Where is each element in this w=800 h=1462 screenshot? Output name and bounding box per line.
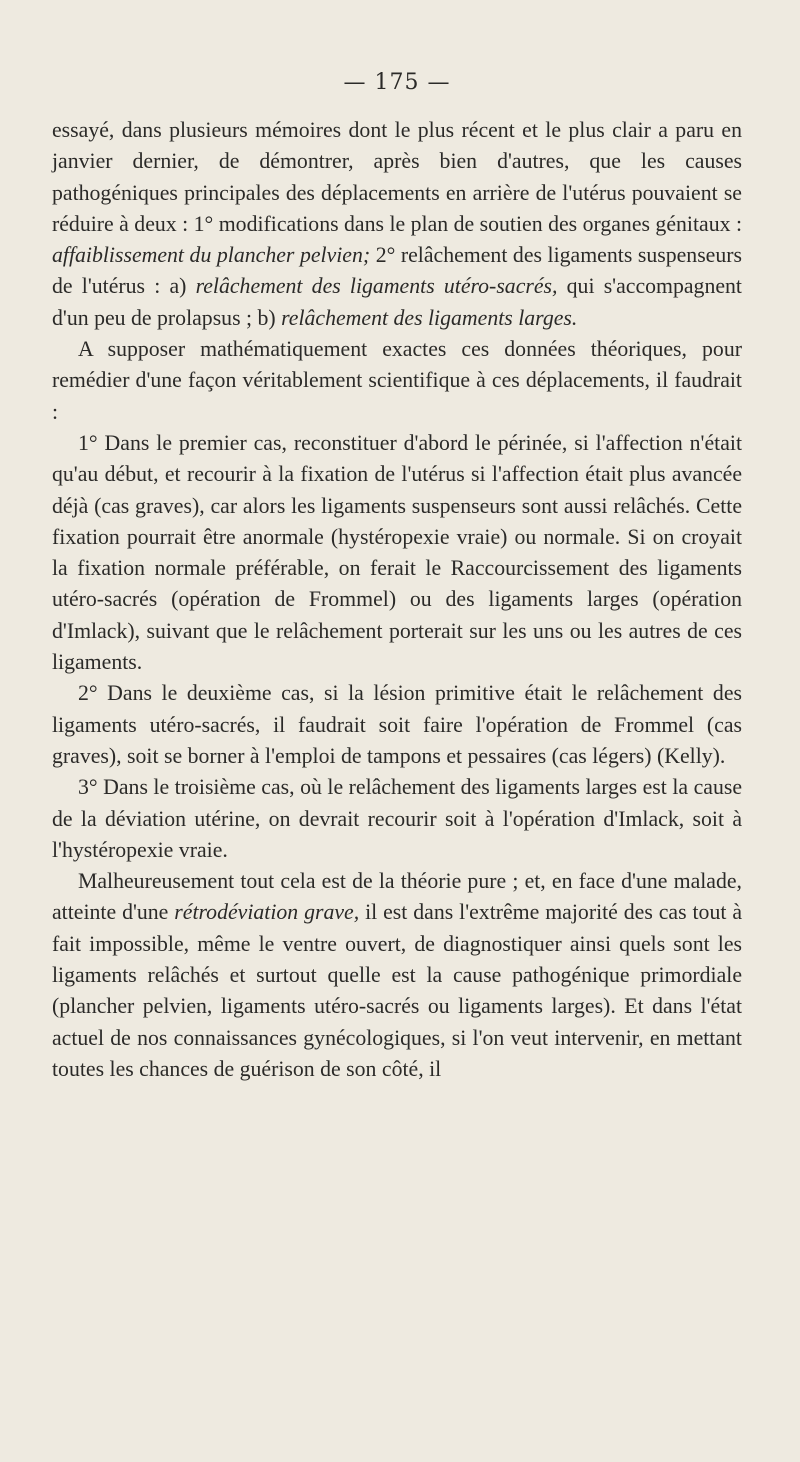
text-run: 3° Dans le troisième cas, où le relâchement des ligaments larges est la cause de la déviation utérine, on devrait recourir soit à l'opération d'Imlack, soit à l'hystéropexie vraie. [52,775,742,862]
paragraph [52,334,742,428]
text-run: 2° relâchement des ligaments suspenseurs de l'utérus : a) [52,243,742,299]
text-run: essayé, dans plusieurs mémoires dont le plus récent et le plus clair a paru en janvier dernier, de démontrer, après bien d'autres, que les causes pathogéniques principales des déplacements en arrière de l'utérus pouvaient se réduire à deux : 1° modifications dans le plan de soutien des organes génitaux : [52,118,742,236]
text-run: A supposer mathématiquement exactes ces données théoriques, pour remédier d'une façon véritablement scientifique à ces déplacements, il faudrait : [52,337,742,424]
italic-text: relâchement des ligaments utéro-sacrés, [195,274,558,299]
paragraph [52,678,742,772]
paragraph [52,772,742,866]
text-run: qui s'accompagnent d'un peu de prolapsus ; b) [52,274,742,330]
text-run: il est dans l'extrême majorité des cas tout à fait impossible, même le ventre ouvert, de diagnostiquer ainsi quels sont les ligaments relâchés et surtout quelle est la cause pathogénique primordiale (plancher pelvien, ligaments utéro-sacrés ou ligaments larges). Et dans l'état actuel de nos connaissances gynécologiques, si l'on veut intervenir, en mettant toutes les chances de guérison de son côté, il [52,900,742,1081]
paragraph [52,866,742,1085]
text-run: Malheureusement tout cela est de la théorie pure ; et, en face d'une malade, atteinte d'une [52,869,742,925]
paragraph [52,428,742,678]
italic-text: relâchement des ligaments larges. [281,305,578,330]
page-number: — 175 — [343,70,451,95]
italic-text: rétrodéviation grave, [174,900,360,925]
italic-text: affaiblissement du plancher pelvien; [52,243,371,268]
paragraph [52,115,742,334]
text-run: 1° Dans le premier cas, reconstituer d'abord le périnée, si l'affection n'était qu'au début, et recourir à la fixation de l'utérus si l'affection était plus avancée déjà (cas graves), car alors les ligaments suspenseurs sont aussi relâchés. Cette fixation pourrait être anormale (hystéropexie vraie) ou normale. Si on croyait la fixation normale préférable, on ferait le Raccourcissement des ligaments utéro-sacrés (opération de Frommel) ou des ligaments larges (opération d'Imlack), suivant que le relâchement porterait sur les uns ou les autres de ces ligaments. [52,430,742,675]
body-text [52,115,742,1085]
text-run: 2° Dans le deuxième cas, si la lésion primitive était le relâchement des ligaments utéro-sacrés, il faudrait soit faire l'opération de Frommel (cas graves), soit se borner à l'emploi de tampons et pessaires (cas légers) (Kelly). [52,681,742,768]
